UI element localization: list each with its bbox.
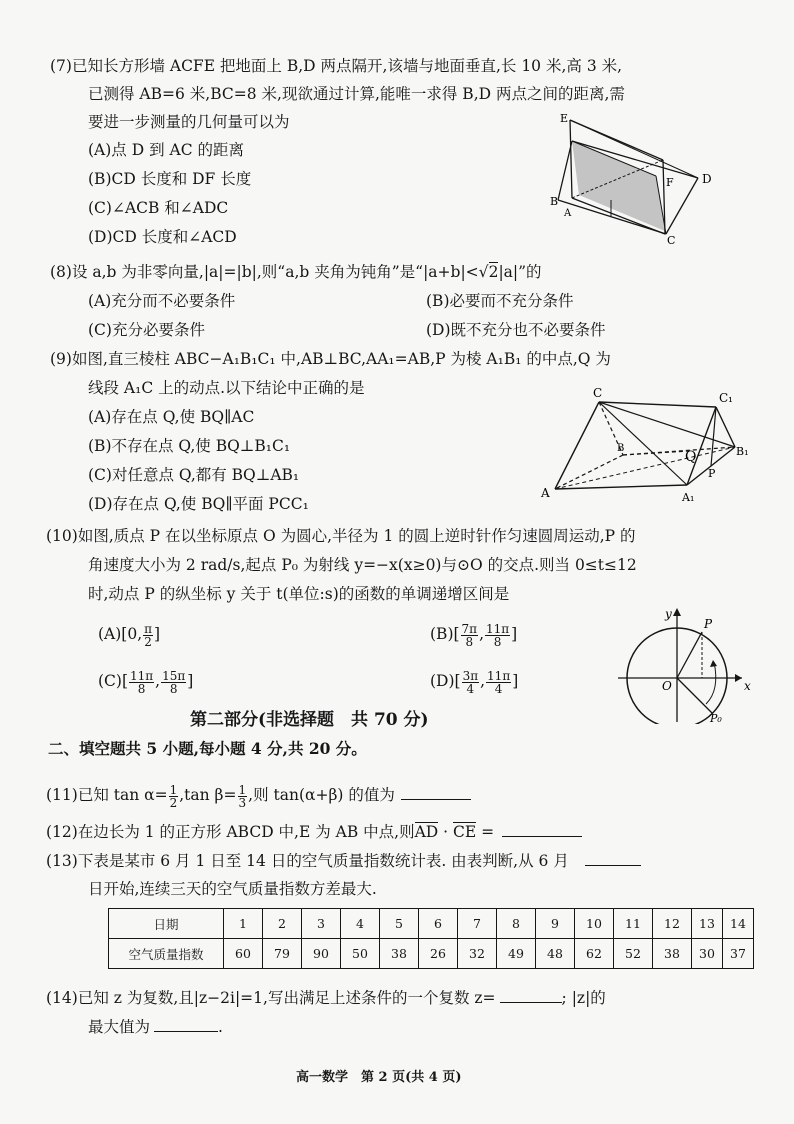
table-header-aqi: 空气质量指数: [109, 939, 224, 969]
table-cell-day: 13: [692, 909, 723, 939]
q9-prism-figure: [533, 385, 753, 510]
q7-option-d: (D)CD 长度和∠ACD: [88, 228, 237, 246]
q12-vector-ad: AD: [414, 823, 439, 841]
q7-label-e: E: [560, 112, 569, 125]
table-cell-day: 4: [341, 909, 380, 939]
table-cell-aqi: 38: [380, 939, 419, 969]
q12-line: [46, 820, 582, 843]
q13-line2: 日开始,连续三天的空气质量指数方差最大.: [88, 880, 377, 898]
q9-label-c: C: [593, 386, 603, 400]
q10-c-den1: 8: [137, 681, 146, 696]
q10-b-close: ]: [511, 625, 518, 643]
q7-option-a: (A)点 D 到 AC 的距离: [88, 141, 244, 159]
section2-heading: 二、填空题共 5 小题,每小题 4 分,共 20 分。: [48, 739, 367, 758]
q14-line1: [46, 986, 606, 1009]
table-cell-aqi: 50: [341, 939, 380, 969]
q7-option-b: (B)CD 长度和 DF 长度: [88, 170, 252, 188]
q8-option-d: (D)既不充分也不必要条件: [426, 321, 606, 339]
q11-frac1: [169, 784, 179, 809]
table-cell-day: 12: [653, 909, 692, 939]
table-cell-day: 1: [224, 909, 263, 939]
q7-label-f: F: [666, 176, 674, 189]
q8-stem-a: (8)设 a,b 为非零向量,|a|=|b|,则“a,b 夹角为钝角”是“|a+b|<: [50, 263, 479, 281]
q11-den2: 3: [238, 795, 247, 810]
q10-c-num1: 11π: [130, 668, 154, 683]
part2-title: 第二部分(非选择题 共 70 分): [190, 710, 429, 730]
q12-vector-ce: CE: [453, 823, 477, 841]
q10-option-c: (C)[ $\frac{11\pi}{8}$ , $\frac{15\pi}{8}$ ]: [98, 668, 194, 696]
q11-frac2: [238, 784, 248, 809]
q9-label-p: P: [708, 467, 716, 480]
q8-sqrt: √2: [478, 263, 499, 281]
q14-line2-text: 最大值为: [88, 1018, 151, 1036]
table-cell-aqi: 48: [536, 939, 575, 969]
table-row-dates: [109, 909, 754, 939]
q9-label-b: B: [617, 443, 625, 454]
table-cell-aqi: 79: [263, 939, 302, 969]
table-cell-aqi: 90: [302, 939, 341, 969]
q8-sqrt-value: 2: [488, 263, 499, 281]
table-cell-day: 11: [614, 909, 653, 939]
q10-c-label: (C)[: [98, 672, 129, 690]
q7-line2: 已测得 AB=6 米,BC=8 米,现欲通过计算,能唯一求得 B,D 两点之间的距离,需: [88, 85, 625, 103]
q11-answer-blank[interactable]: [401, 783, 471, 800]
q10-option-b: (B)[ $\frac{7\pi}{8}$ , $\frac{11\pi}{8}$ ]: [430, 621, 518, 649]
q11-den1: 2: [169, 795, 178, 810]
q7-label-c: C: [667, 234, 676, 247]
q9-label-c1: C₁: [719, 391, 733, 405]
q8-option-c: (C)充分必要条件: [88, 321, 205, 339]
table-cell-aqi: 62: [575, 939, 614, 969]
q10-b-frac1: [461, 623, 479, 648]
q7-label-d: D: [702, 172, 712, 186]
q7-wall-figure: [548, 108, 723, 248]
q7-label-a: A: [564, 208, 572, 219]
page-footer: 高一数学 第 2 页(共 4 页): [296, 1070, 462, 1085]
q14-end: .: [218, 1018, 223, 1036]
q10-d-close: ]: [512, 672, 519, 690]
q11-part-a: (11)已知 tan α=: [46, 786, 168, 804]
q10-b-num1: 7π: [461, 621, 478, 636]
q8-stem-b: |a|”的: [498, 263, 542, 281]
q9-option-d: (D)存在点 Q,使 BQ∥平面 PCC₁: [88, 495, 309, 513]
q7-line1: (7)已知长方形墙 ACFE 把地面上 B,D 两点隔开,该墙与地面垂直,长 10 米,高 3 米,: [50, 57, 623, 75]
q8-option-b: (B)必要而不充分条件: [426, 292, 574, 310]
q11-num2: 1: [238, 782, 247, 797]
table-header-date: 日期: [109, 909, 224, 939]
table-cell-aqi: 52: [614, 939, 653, 969]
q14-line1-tail: ; |z|的: [561, 989, 606, 1007]
q10-c-den2: 8: [169, 681, 178, 696]
q10-line3: 时,动点 P 的纵坐标 y 关于 t(单位:s)的函数的单调递增区间是: [88, 585, 510, 603]
q7-label-b: B: [550, 195, 559, 208]
q10-option-a: [98, 619, 160, 649]
q12-answer-blank[interactable]: [502, 820, 582, 837]
q10-d-den1: 4: [466, 681, 475, 696]
q11-line: [46, 780, 471, 810]
q10-d-frac2: [486, 670, 511, 695]
table-cell-day: 9: [536, 909, 575, 939]
q13-answer-blank[interactable]: [585, 849, 641, 866]
q9-line1: (9)如图,直三棱柱 ABC−A₁B₁C₁ 中,AB⊥BC,AA₁=AB,P 为棱 A₁B₁ 的中点,Q 为: [50, 350, 611, 368]
q10-d-den2: 4: [494, 681, 503, 696]
q10-label-p: P: [704, 617, 713, 631]
table-cell-day: 2: [263, 909, 302, 939]
q14-answer-blank-2[interactable]: [154, 1015, 218, 1032]
q13-line1-text: (13)下表是某市 6 月 1 日至 14 日的空气质量指数统计表. 由表判断,从 6 月: [46, 852, 569, 870]
q10-b-den2: 8: [493, 634, 502, 649]
table-cell-day: 7: [458, 909, 497, 939]
table-cell-aqi: 30: [692, 939, 723, 969]
q9-label-b1: B₁: [736, 445, 749, 458]
table-cell-day: 14: [723, 909, 754, 939]
table-cell-aqi: 60: [224, 939, 263, 969]
q10-a-label: (A)[0,: [98, 625, 143, 643]
q10-label-o: O: [662, 679, 672, 693]
q10-c-frac1: [129, 670, 154, 695]
q10-label-x: x: [744, 679, 751, 693]
q10-line1: (10)如图,质点 P 在以坐标原点 O 为圆心,半径为 1 的圆上逆时针作匀速圆周运动,P 的: [46, 527, 636, 545]
q7-option-c: (C)∠ACB 和∠ADC: [88, 199, 229, 217]
table-cell-day: 3: [302, 909, 341, 939]
q13-line1: [46, 849, 641, 872]
q10-c-close: ]: [187, 672, 194, 690]
q11-part-c: ,则 tan(α+β) 的值为: [248, 786, 395, 804]
table-cell-aqi: 37: [723, 939, 754, 969]
q10-a-num: π: [144, 621, 153, 636]
q9-option-c: (C)对任意点 Q,都有 BQ⊥AB₁: [88, 466, 300, 484]
table-cell-day: 5: [380, 909, 419, 939]
q14-line2: [88, 1015, 223, 1038]
q9-label-a: A: [541, 486, 550, 500]
q12-eq: =: [476, 823, 495, 841]
table-cell-day: 8: [497, 909, 536, 939]
q8-option-a: (A)充分而不必要条件: [88, 292, 236, 310]
q10-d-num1: 3π: [462, 668, 479, 683]
q14-line1-text: (14)已知 z 为复数,且|z−2i|=1,写出满足上述条件的一个复数 z=: [46, 989, 496, 1007]
q10-circle-figure: [618, 604, 758, 724]
q10-b-den1: 8: [465, 634, 474, 649]
q9-option-b: (B)不存在点 Q,使 BQ⊥B₁C₁: [88, 437, 291, 455]
q10-a-close: ]: [154, 625, 161, 643]
q10-option-d: (D)[ $\frac{3\pi}{4}$ , $\frac{11\pi}{4}$ ]: [430, 668, 519, 696]
table-cell-day: 6: [419, 909, 458, 939]
q10-b-num2: 11π: [486, 621, 510, 636]
q9-label-a1: A₁: [682, 491, 695, 504]
table-cell-aqi: 26: [419, 939, 458, 969]
q8-stem: [50, 261, 542, 283]
q12-text: (12)在边长为 1 的正方形 ABCD 中,E 为 AB 中点,则: [46, 823, 415, 841]
q10-d-frac1: [462, 670, 480, 695]
q9-option-a: (A)存在点 Q,使 BQ∥AC: [88, 408, 255, 426]
table-row-aqi: [109, 939, 754, 969]
q10-label-p0: P₀: [710, 712, 722, 724]
q14-answer-blank-1[interactable]: [500, 986, 562, 1003]
q10-a-den: 2: [144, 634, 152, 649]
q12-dot: ·: [438, 823, 453, 841]
table-cell-aqi: 38: [653, 939, 692, 969]
q13-aqi-table: [108, 908, 754, 969]
q9-line2: 线段 A₁C 上的动点.以下结论中正确的是: [88, 379, 365, 397]
table-cell-aqi: 32: [458, 939, 497, 969]
q10-label-y: y: [665, 607, 672, 621]
q10-c-frac2: [161, 670, 186, 695]
q10-d-num2: 11π: [487, 668, 511, 683]
q11-num1: 1: [169, 782, 178, 797]
q11-part-b: ,tan β=: [179, 786, 237, 804]
q10-d-label: (D)[: [430, 672, 461, 690]
q10-b-label: (B)[: [430, 625, 460, 643]
table-cell-day: 10: [575, 909, 614, 939]
q7-line3: 要进一步测量的几何量可以为: [88, 113, 290, 131]
q10-c-num2: 15π: [162, 668, 186, 683]
q10-line2: 角速度大小为 2 rad/s,起点 P₀ 为射线 y=−x(x≥0)与⊙O 的交点.则当 0≤t≤12: [88, 556, 637, 574]
table-cell-aqi: 49: [497, 939, 536, 969]
q9-label-q: Q: [685, 449, 697, 465]
q10-b-frac2: [485, 623, 510, 648]
q10-a-frac: [143, 623, 153, 648]
